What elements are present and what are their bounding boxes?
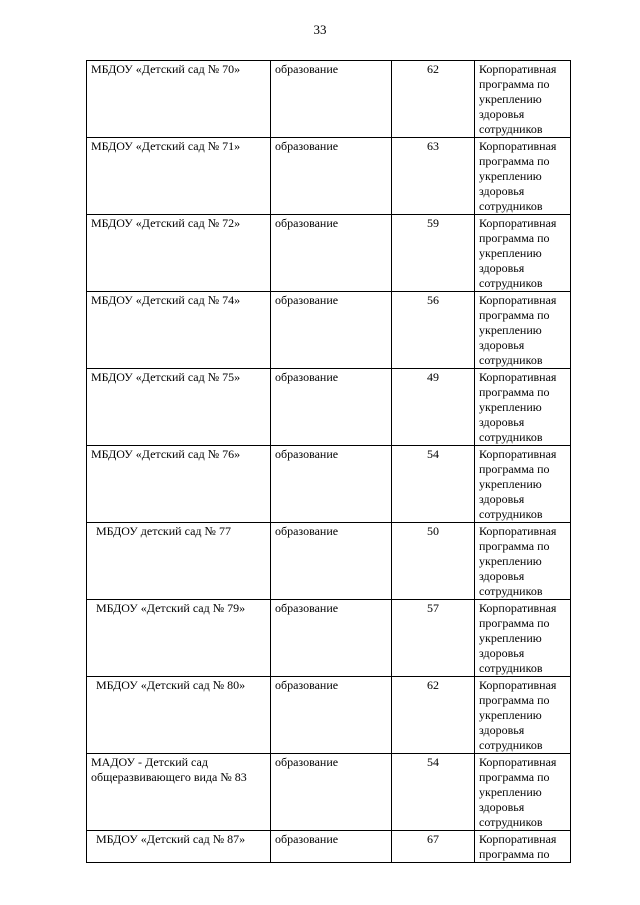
program-cell: Корпоративная программа по укреплению здоровья сотрудников — [475, 292, 571, 369]
org-name-cell: МАДОУ - Детский сад общеразвивающего вида № 83 — [87, 754, 271, 831]
employee-count-cell: 62 — [392, 677, 475, 754]
org-name-cell: МБДОУ «Детский сад № 72» — [87, 215, 271, 292]
employee-count-cell: 63 — [392, 138, 475, 215]
program-cell: Корпоративная программа по укреплению здоровья сотрудников — [475, 61, 571, 138]
sector-cell: образование — [271, 446, 392, 523]
table-row — [87, 754, 571, 831]
sector-cell: образование — [271, 831, 392, 863]
sector-cell: образование — [271, 523, 392, 600]
sector-cell: образование — [271, 677, 392, 754]
sector-cell: образование — [271, 292, 392, 369]
sector-cell: образование — [271, 600, 392, 677]
table-row — [87, 138, 571, 215]
table-row — [87, 600, 571, 677]
org-name-cell: МБДОУ «Детский сад № 75» — [87, 369, 271, 446]
sector-cell: образование — [271, 754, 392, 831]
sector-cell: образование — [271, 215, 392, 292]
program-cell: Корпоративная программа по укреплению здоровья сотрудников — [475, 754, 571, 831]
program-cell: Корпоративная программа по укреплению здоровья сотрудников — [475, 523, 571, 600]
table-row — [87, 61, 571, 138]
employee-count-cell: 49 — [392, 369, 475, 446]
program-cell: Корпоративная программа по укреплению здоровья сотрудников — [475, 215, 571, 292]
table-row — [87, 215, 571, 292]
org-name-cell: МБДОУ «Детский сад № 71» — [87, 138, 271, 215]
employee-count-cell: 54 — [392, 754, 475, 831]
program-cell: Корпоративная программа по укреплению здоровья сотрудников — [475, 446, 571, 523]
table-row — [87, 831, 571, 863]
program-cell: Корпоративная программа по — [475, 831, 571, 863]
org-name-cell: МБДОУ «Детский сад № 79» — [87, 600, 271, 677]
employee-count-cell: 56 — [392, 292, 475, 369]
org-name-cell: МБДОУ «Детский сад № 76» — [87, 446, 271, 523]
program-cell: Корпоративная программа по укреплению здоровья сотрудников — [475, 138, 571, 215]
employee-count-cell: 59 — [392, 215, 475, 292]
employee-count-cell: 57 — [392, 600, 475, 677]
org-name-cell: МБДОУ «Детский сад № 74» — [87, 292, 271, 369]
sector-cell: образование — [271, 369, 392, 446]
employee-count-cell: 50 — [392, 523, 475, 600]
org-name-cell: МБДОУ «Детский сад № 80» — [87, 677, 271, 754]
employee-count-cell: 62 — [392, 61, 475, 138]
table-row — [87, 523, 571, 600]
page-number: 33 — [313, 22, 327, 37]
employee-count-cell: 67 — [392, 831, 475, 863]
organizations-table — [86, 60, 571, 863]
sector-cell: образование — [271, 61, 392, 138]
sector-cell: образование — [271, 138, 392, 215]
program-cell: Корпоративная программа по укреплению здоровья сотрудников — [475, 677, 571, 754]
table-row — [87, 446, 571, 523]
org-name-cell: МБДОУ «Детский сад № 87» — [87, 831, 271, 863]
table-row — [87, 677, 571, 754]
org-name-cell: МБДОУ детский сад № 77 — [87, 523, 271, 600]
program-cell: Корпоративная программа по укреплению здоровья сотрудников — [475, 369, 571, 446]
program-cell: Корпоративная программа по укреплению здоровья сотрудников — [475, 600, 571, 677]
employee-count-cell: 54 — [392, 446, 475, 523]
org-name-cell: МБДОУ «Детский сад № 70» — [87, 61, 271, 138]
table-row — [87, 292, 571, 369]
table-row — [87, 369, 571, 446]
